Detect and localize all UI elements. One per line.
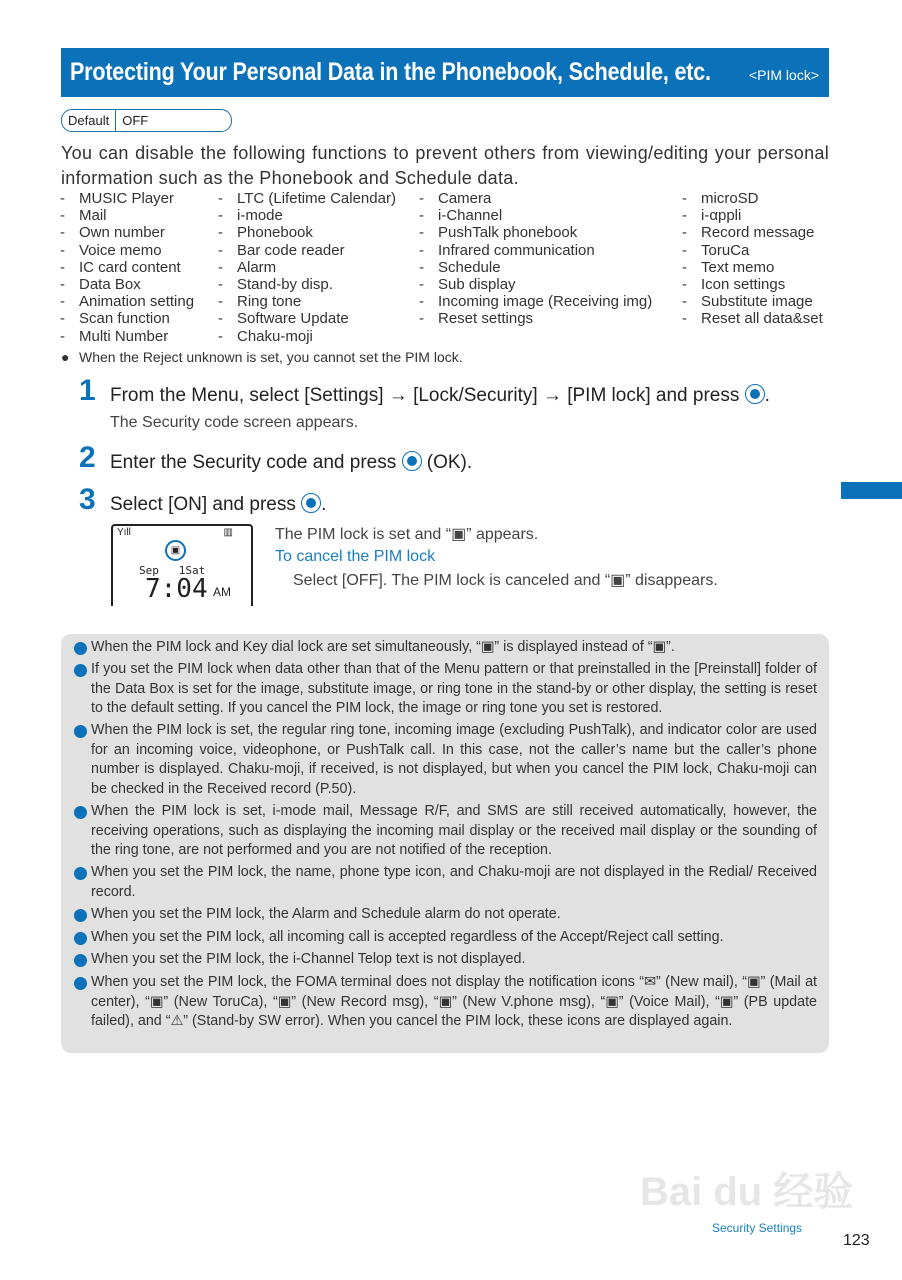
list-item: - Schedule — [419, 259, 652, 276]
intro-text: You can disable the following functions to prevent others from viewing/editing your personal information such as the Phonebook and Schedule data. — [61, 143, 829, 188]
phone-date: Sep 1Sat — [139, 564, 206, 577]
step-suffix: . — [321, 494, 327, 515]
note-text: If you set the PIM lock when data other than that of the Menu pattern or that preinstalled in the [Preinstall] folder of the Data Box is set for the image, substitute image, or ring tone in the stand-by or other display, the setting is reset to the default setting. If you cancel the PIM lock, the image or ring tone you set is restored. — [91, 661, 817, 716]
bullet-icon: ● — [61, 349, 70, 365]
list-item: - Incoming image (Receiving img) — [419, 293, 652, 310]
list-item: - Camera — [419, 190, 652, 207]
note-text: When the PIM lock is set, the regular ring tone, incoming image (excluding PushTalk), and indicator color are used for an incoming voice, videophone, or PushTalk call. In this case, not the caller’s name but the caller’s phone number is displayed. Chaku-moji, if received, is not displayed, but when you cancel the PIM lock, Chaku-moji can be checked in the Received record (P.50). — [91, 722, 817, 797]
step-text — [110, 451, 472, 474]
section-header — [61, 48, 829, 97]
list-item: - Stand-by disp. — [218, 276, 396, 293]
step-number: 2 — [79, 441, 96, 474]
signal-icon: Yıll — [117, 527, 131, 538]
function-list-col-2 — [218, 190, 396, 345]
list-item: - i-mode — [218, 207, 396, 224]
step-label: From the Menu, select [Settings] → [Lock/Security] → [PIM lock] and press — [110, 385, 740, 406]
page-title: Protecting Your Personal Data in the Phonebook, Schedule, etc. — [70, 58, 711, 86]
list-item: - PushTalk phonebook — [419, 224, 652, 241]
result-text: The PIM lock is set and “▣” appears. — [275, 526, 539, 543]
list-item: - Mail — [60, 207, 194, 224]
phone-time: 7:04 — [145, 574, 208, 604]
list-item: - Infrared communication — [419, 242, 652, 259]
list-item: - Icon settings — [682, 276, 823, 293]
list-item: - Software Update — [218, 310, 396, 327]
pim-lock-icon: ▣ — [165, 540, 186, 561]
list-item: - Alarm — [218, 259, 396, 276]
cancel-heading: To cancel the PIM lock — [275, 548, 436, 565]
list-item: - Own number — [60, 224, 194, 241]
list-item: - Ring tone — [218, 293, 396, 310]
note-item — [74, 973, 817, 1032]
list-item: - Reset all data&set — [682, 310, 823, 327]
list-item: - Sub display — [419, 276, 652, 293]
note-item — [74, 802, 817, 861]
note-text: When you set the PIM lock, the Alarm and Schedule alarm do not operate. — [91, 906, 561, 922]
list-item: - Chaku-moji — [218, 328, 396, 345]
note-text: When the PIM lock is set, i-mode mail, Message R/F, and SMS are still received automatically, however, the receiving operations, such as displaying the incoming mail display or the received mail display or the sounding of the ring tone, are not performed and you are not notified of the reception. — [91, 803, 817, 858]
note-item — [74, 638, 817, 658]
list-item: - Multi Number — [60, 328, 194, 345]
list-item: - i-αppli — [682, 207, 823, 224]
enter-key-icon — [745, 384, 765, 404]
step-text — [110, 493, 326, 516]
default-value: OFF — [122, 113, 149, 128]
note-item — [74, 863, 817, 902]
step-result: The Security code screen appears. — [110, 414, 359, 431]
list-item: - Text memo — [682, 259, 823, 276]
note-text: When you set the PIM lock, all incoming call is accepted regardless of the Accept/Reject call setting. — [91, 929, 724, 945]
footer-section: Security Settings — [712, 1221, 803, 1235]
default-label: Default — [62, 110, 116, 131]
step-label: Enter the Security code and press — [110, 452, 397, 473]
list-item: - i-Channel — [419, 207, 652, 224]
list-item: - LTC (Lifetime Calendar) — [218, 190, 396, 207]
chapter-tab — [841, 482, 902, 499]
list-item: - Phonebook — [218, 224, 396, 241]
default-setting-badge — [61, 109, 232, 132]
step-number: 1 — [79, 374, 96, 407]
step-text — [110, 384, 770, 407]
list-item: - Record message — [682, 224, 823, 241]
list-item: - microSD — [682, 190, 823, 207]
list-item: - Substitute image — [682, 293, 823, 310]
watermark-logo: Bai du 经验 — [640, 1170, 854, 1214]
function-list-col-1 — [60, 190, 194, 345]
list-item: - Scan function — [60, 310, 194, 327]
phone-ampm: AM — [213, 585, 231, 599]
list-item: - IC card content — [60, 259, 194, 276]
function-list-col-4 — [682, 190, 823, 328]
enter-key-icon — [402, 451, 422, 471]
warning-text: When the Reject unknown is set, you cannot set the PIM lock. — [79, 349, 463, 365]
list-item: - ToruCa — [682, 242, 823, 259]
notes-box — [61, 634, 829, 1053]
note-text: When you set the PIM lock, the i-Channel Telop text is not displayed. — [91, 951, 526, 967]
list-item: - Animation setting — [60, 293, 194, 310]
warning-note — [61, 349, 463, 365]
function-list-col-3 — [419, 190, 652, 328]
note-item — [74, 660, 817, 719]
note-text: When you set the PIM lock, the FOMA terminal does not display the notification icons “✉” (New mail), “▣” (Mail at center), “▣” (New ToruCa), “▣” (New Record msg), “▣” (New V.phone msg), “▣” (Voice Mail), “▣” (PB update failed), and “⚠” (Stand-by SW error). When you cancel the PIM lock, these icons are displayed again. — [91, 974, 817, 1029]
note-item — [74, 928, 817, 948]
list-item: - Bar code reader — [218, 242, 396, 259]
note-text: When the PIM lock and Key dial lock are set simultaneously, “▣” is displayed instead of “▣”. — [91, 639, 675, 655]
step-number: 3 — [79, 483, 96, 516]
note-item — [74, 721, 817, 799]
step-label: Select [ON] and press — [110, 494, 296, 515]
enter-key-icon — [301, 493, 321, 513]
note-item — [74, 950, 817, 970]
note-item — [74, 905, 817, 925]
list-item: - Data Box — [60, 276, 194, 293]
step-suffix: . — [764, 385, 770, 406]
phone-screen-illustration — [111, 524, 253, 606]
list-item: - Voice memo — [60, 242, 194, 259]
page-subtitle: <PIM lock> — [748, 67, 819, 83]
page-number: 123 — [843, 1232, 870, 1249]
cancel-text: Select [OFF]. The PIM lock is canceled and “▣” disappears. — [293, 572, 718, 589]
step-suffix: (OK). — [426, 452, 473, 473]
note-text: When you set the PIM lock, the name, phone type icon, and Chaku-moji are not displayed in the Redial/ Received record. — [91, 864, 817, 900]
list-item: - MUSIC Player — [60, 190, 194, 207]
list-item: - Reset settings — [419, 310, 652, 327]
battery-icon: ▥ — [223, 527, 233, 538]
